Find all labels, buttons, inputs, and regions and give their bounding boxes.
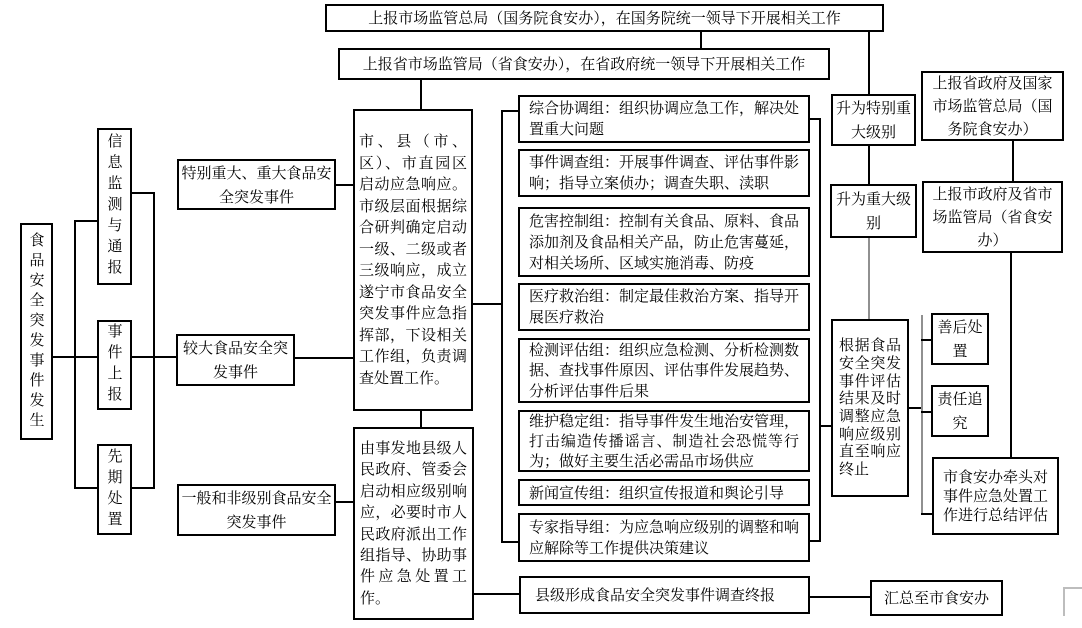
connector-provincial-to-city-response <box>420 80 422 109</box>
connector-groups-right-bottom <box>810 540 821 542</box>
node-event-reporting-label: 事件上报 <box>105 323 124 407</box>
node-group-medical-rescue <box>518 283 810 331</box>
connector-major-to-city-response <box>295 357 353 359</box>
connector-national-to-provincial <box>700 32 702 48</box>
node-group-stability-label: 维护稳定组：指导事件发生地治安管理，打击编造传播谣言、制造社会恐慌等行为；做好主要生活必需品市场供应 <box>529 412 800 470</box>
connector-city-to-county-response <box>420 411 422 427</box>
node-upgrade-especially-major: 升为特别重大级别 <box>831 94 916 146</box>
node-group-expert-guidance-label: 专家指导组：为应急响应级别的调整和响应解除等工作提供决策建议 <box>529 517 800 557</box>
bracket-left-spine-1 <box>74 220 76 488</box>
node-adjust-response-level-label: 根据食品安全突发事件评估结果及时调整应急响应级别直至响应终止 <box>839 336 901 479</box>
bracket-aftermath-spine <box>921 315 923 515</box>
connector-early-spine2 <box>132 487 153 489</box>
connector-final-report-to-aggregate <box>810 596 870 598</box>
page-corner-vertical <box>1063 587 1065 616</box>
node-report-city-gov: 上报市政府及省市场监管局（省食安办） <box>922 181 1063 253</box>
page-corner-horizontal <box>1063 587 1082 589</box>
connector-spine1-info <box>74 220 97 222</box>
node-group-testing-evaluation <box>518 338 810 403</box>
node-group-news-publicity <box>518 479 810 506</box>
node-early-disposal-label: 先期处置 <box>105 447 124 532</box>
connector-general-to-county-response <box>336 501 353 503</box>
node-group-investigation <box>518 149 810 197</box>
connector-adjust-to-spine <box>909 407 921 409</box>
node-group-testing-evaluation-label: 检测评估组：组织应急检测、分析检测数据、查找事件原因、评估事件发展趋势、分析评估事件后果 <box>529 340 800 400</box>
connector-spine-summary <box>921 513 932 515</box>
connector-county-response-to-final-report <box>474 593 519 595</box>
node-report-national: 上报市场监管总局（国务院食安办），在国务院统一领导下开展相关工作 <box>325 4 884 32</box>
connector-city-gov-to-summary <box>1010 253 1012 457</box>
node-event-reporting <box>97 320 132 410</box>
connector-upgrade-major-to-adjust <box>868 238 870 319</box>
connector-groups-left-bottom <box>501 541 518 543</box>
connector-spine-aftermath <box>921 339 931 341</box>
node-severity-general: 一般和非级别食品安全突发事件 <box>177 484 336 536</box>
bracket-groups-right <box>819 118 821 542</box>
node-group-medical-rescue-label: 医疗救治组：制定最佳救治方案、指导开展医疗救治 <box>529 287 800 326</box>
connector-upgrade-especially-to-major <box>868 146 870 184</box>
node-report-provincial: 上报省市场监管局（省食安办），在省政府统一领导下开展相关工作 <box>338 48 830 80</box>
node-city-level-response-label: 市、县（市、区）、市直园区启动应急响应。市级层面根据综合研判确定启动一级、二级或者三级响应，成立遂宁市食品安全突发事件应急指挥部，下设相关工作组，负责调查处置工作。 <box>359 132 467 387</box>
node-info-monitoring-label: 信息监测与通报 <box>105 133 124 280</box>
connector-groups-left-top <box>501 110 518 112</box>
node-report-provincial-gov: 上报省政府及国家市场监管总局（国务院食安办） <box>921 71 1064 141</box>
connector-groups-right-top <box>810 118 821 120</box>
bracket-groups-left <box>501 110 503 543</box>
connector-provincial-gov-to-city-gov <box>1012 141 1014 181</box>
node-upgrade-major: 升为重大级别 <box>830 184 917 238</box>
node-county-final-report: 县级形成食品安全突发事件调查终报 <box>519 576 810 614</box>
node-event-occurrence-label: 食品安全突发事件发生 <box>27 231 46 432</box>
node-group-coordination <box>518 95 810 143</box>
connector-city-response-to-groups <box>473 303 501 305</box>
connector-special-to-city-response <box>336 184 353 186</box>
node-group-hazard-control <box>518 207 810 277</box>
node-severity-relatively-major: 较大食品安全突发事件 <box>176 334 295 386</box>
node-responsibility-investigation: 责任追究 <box>931 385 989 437</box>
node-event-occurrence <box>20 223 53 440</box>
node-info-monitoring <box>97 128 132 285</box>
node-early-disposal <box>97 444 132 535</box>
node-city-level-response <box>353 109 473 411</box>
connector-spine-responsibility <box>921 411 931 413</box>
connector-spine1-early <box>74 487 97 489</box>
node-group-news-publicity-label: 新闻宣传组：组织宣传报道和舆论引导 <box>529 483 785 502</box>
connector-info-spine2 <box>132 192 153 194</box>
node-county-level-response <box>353 427 474 620</box>
node-group-investigation-label: 事件调查组：开展事件调查、评估事件影响；指导立案侦办；调查失职、渎职 <box>529 153 800 192</box>
connector-groups-to-adjust <box>819 425 831 427</box>
node-group-expert-guidance <box>518 513 810 562</box>
node-group-hazard-control-label: 危害控制组：控制有关食品、原料、食品添加剂及食品相关产品，防止危害蔓延，对相关场所、区域实施消毒、防疫 <box>529 211 800 272</box>
node-adjust-response-level <box>831 319 909 497</box>
bracket-left-spine-2 <box>153 192 155 489</box>
node-aftermath-disposal: 善后处置 <box>931 313 989 365</box>
node-group-stability <box>518 410 810 472</box>
node-group-coordination-label: 综合协调组：组织协调应急工作，解决处置重大问题 <box>529 99 800 138</box>
node-summary-evaluation: 市食安办牵头对事件应急处置工作进行总结评估 <box>932 457 1059 535</box>
node-severity-special-major: 特别重大、重大食品安全突发事件 <box>177 159 336 210</box>
node-county-level-response-label: 由事发地县级人民政府、管委会启动相应级别响应，必要时市人民政府派出工作组指导、协助事件应急处置工作。 <box>360 438 467 607</box>
node-aggregate-to-office: 汇总至市食安办 <box>870 580 1003 616</box>
connector-national-to-upgrade-especially <box>868 32 870 94</box>
